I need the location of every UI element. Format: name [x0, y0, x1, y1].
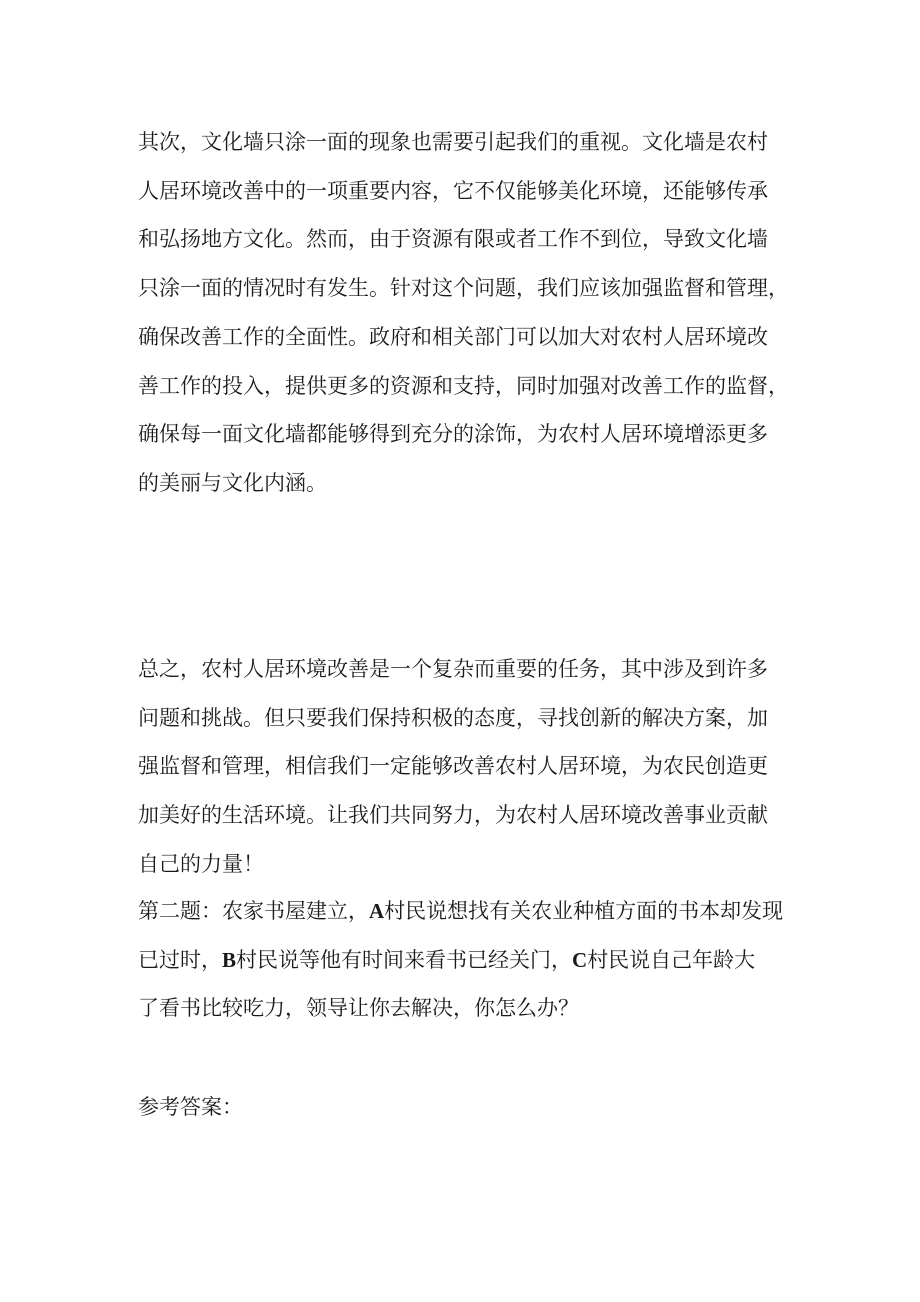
text-line: 只涂一面的情况时有发生。针对这个问题，我们应该加强监督和管理，: [138, 276, 789, 301]
text-line: 强监督和管理，相信我们一定能够改善农村人居环境，为农民创造更: [138, 754, 768, 779]
text-line: 善工作的投入，提供更多的资源和支持，同时加强对改善工作的监督，: [138, 373, 789, 398]
villager-label-c: C: [572, 947, 588, 972]
villager-label-a: A: [369, 899, 385, 923]
question-text: 村民说想找有关农业种植方面的书本却发现: [384, 899, 784, 923]
text-line: 人居环境改善中的一项重要内容，它不仅能够美化环境，还能够传承: [138, 178, 768, 203]
question-two: [138, 887, 800, 1033]
text-line: 总之，农村人居环境改善是一个复杂而重要的任务，其中涉及到许多: [138, 657, 768, 681]
question-line-3: 了看书比较吃力，领导让你去解决，你怎么办？: [138, 996, 579, 1021]
question-text: 已过时，: [138, 947, 222, 972]
villager-label-b: B: [222, 947, 237, 972]
text-line: 问题和挑战。但只要我们保持积极的态度，寻找创新的解决方案，加: [138, 705, 768, 730]
question-text: 第二题：农家书屋建立，: [138, 899, 369, 923]
text-line: 和弘扬地方文化。然而，由于资源有限或者工作不到位，导致文化墙: [138, 227, 768, 252]
question-line-2: [138, 936, 800, 985]
answer-heading: 参考答案：: [138, 1095, 243, 1119]
question-line-1: [138, 887, 800, 936]
text-line: 自己的力量！: [138, 851, 264, 876]
text-line: 的美丽与文化内涵。: [138, 470, 327, 495]
paragraph-conclusion: [138, 645, 800, 889]
question-text: 村民说自己年龄大: [587, 947, 756, 972]
text-line: 确保改善工作的全面性。政府和相关部门可以加大对农村人居环境改: [138, 324, 768, 349]
text-line: 加美好的生活环境。让我们共同努力，为农村人居环境改善事业贡献: [138, 803, 768, 828]
text-line: 其次，文化墙只涂一面的现象也需要引起我们的重视。文化墙是农村: [138, 130, 768, 154]
paragraph-culture-wall: [138, 118, 800, 508]
text-line: 确保每一面文化墙都能够得到充分的涂饰，为农村人居环境增添更多: [138, 422, 768, 447]
question-text: 村民说等他有时间来看书已经关门，: [236, 947, 573, 972]
